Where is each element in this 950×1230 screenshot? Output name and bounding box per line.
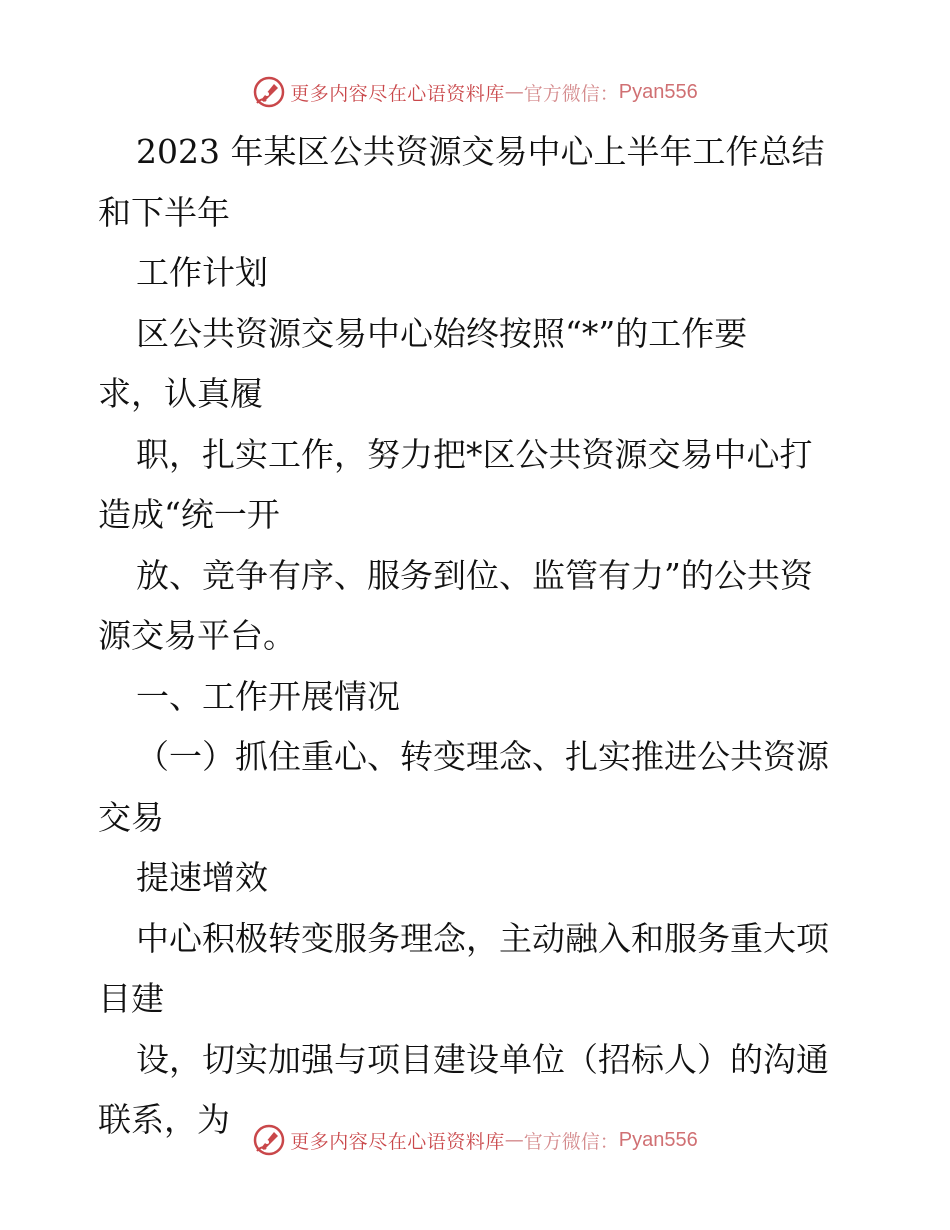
watermark-dash: — [504, 1129, 524, 1151]
watermark-wechat-label: 官方微信： [523, 82, 619, 105]
paragraph-line: 中心积极转变服务理念，主动融入和服务重大项 [136, 918, 829, 958]
paragraph-line: 职，扎实工作，努力把*区公共资源交易中心打 [136, 434, 813, 474]
watermark-banner-top [0, 72, 950, 112]
watermark-dash: — [504, 81, 524, 103]
document-title-line-3: 工作计划 [136, 253, 268, 292]
watermark-wechat-id: Pyan556 [618, 1128, 698, 1151]
pen-nib-logo-icon [252, 75, 286, 109]
document-title-line-2: 和下半年 [98, 192, 230, 232]
document-title-line-1: 2023 年某区公共资源交易中心上半年工作总结 [136, 132, 825, 171]
watermark-banner-bottom [0, 1120, 950, 1160]
paragraph-line: 造成“统一开 [98, 495, 280, 534]
paragraph-line: 求，认真履 [98, 374, 263, 413]
subsection-heading-line: （一）抓住重心、转变理念、扎实推进公共资源 [136, 737, 829, 776]
paragraph-line: 设，切实加强与项目建设单位（招标人）的沟通 [136, 1039, 829, 1079]
paragraph-line: 源交易平台。 [98, 616, 296, 655]
document-body [98, 122, 858, 1151]
subsection-heading-line: 交易 [98, 797, 164, 837]
paragraph-line: 联系，为 [98, 1100, 230, 1139]
paragraph-line: 放、竞争有序、服务到位、监管有力”的公共资 [136, 555, 813, 595]
paragraph-line: 目建 [98, 979, 164, 1018]
watermark-text: 更多内容尽在心语资料库 [290, 1130, 505, 1153]
paragraph-line: 区公共资源交易中心始终按照“*”的工作要 [136, 313, 748, 353]
subsection-heading-line: 提速增效 [136, 858, 268, 897]
section-heading: 一、工作开展情况 [136, 676, 400, 716]
watermark-wechat-label: 官方微信： [523, 1130, 619, 1153]
watermark-text: 更多内容尽在心语资料库 [290, 82, 505, 105]
pen-nib-logo-icon [252, 1123, 286, 1157]
watermark-wechat-id: Pyan556 [618, 80, 698, 103]
